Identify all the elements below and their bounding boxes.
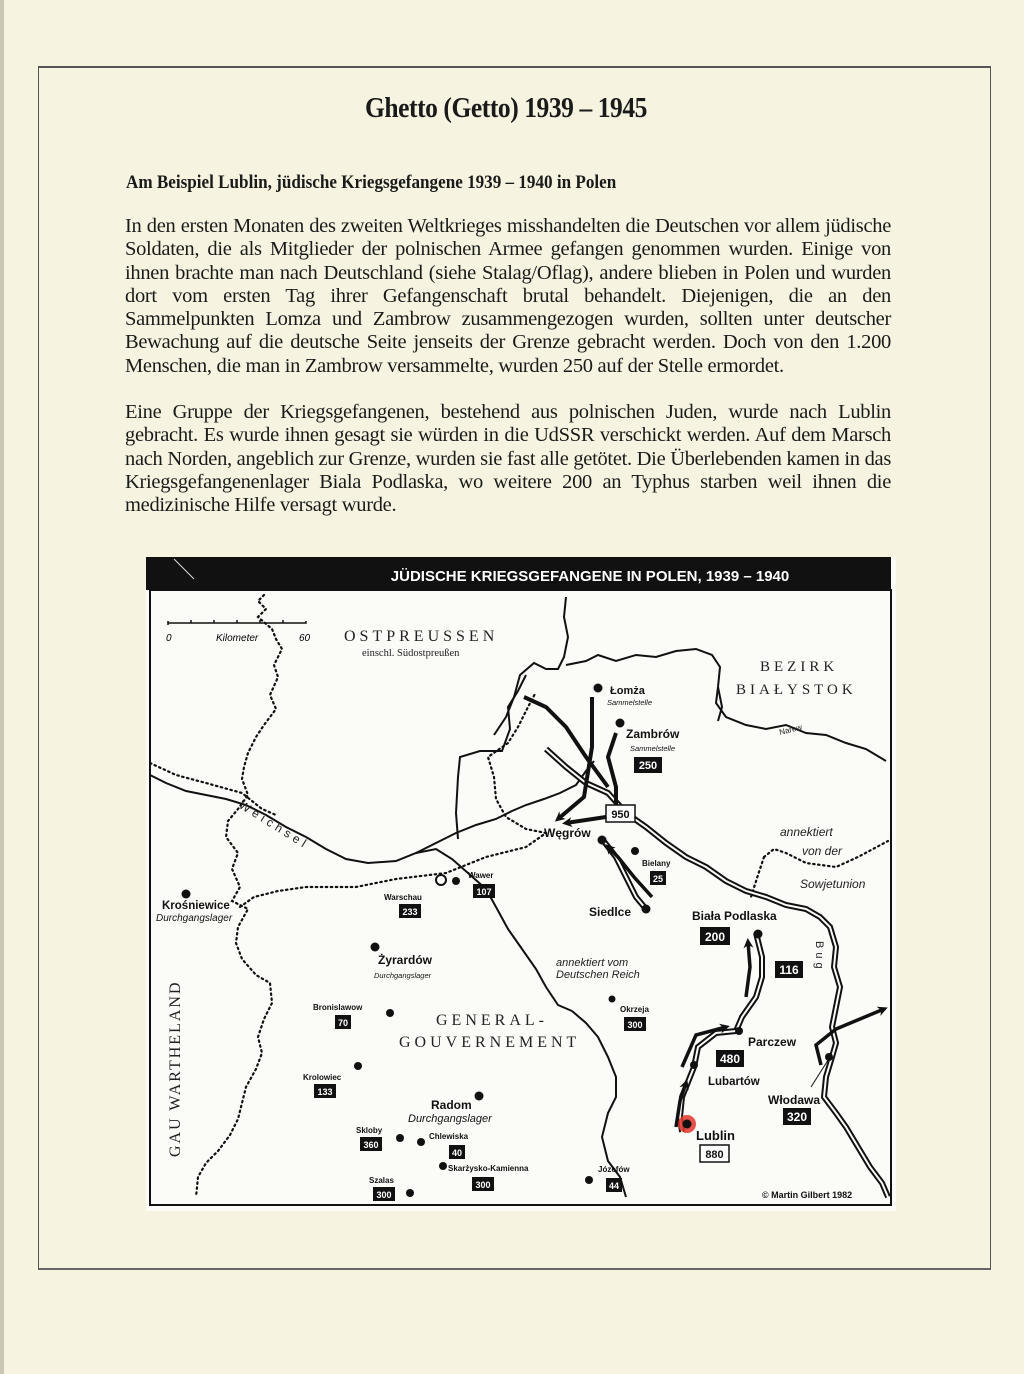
bug-river xyxy=(524,697,888,1197)
place-zambrow: Zambrów xyxy=(626,727,680,741)
place-siedlce: Siedlce xyxy=(589,905,632,919)
count-skloby: 360 xyxy=(363,1140,379,1150)
place-skarzysko: Skarżysko-Kamienna xyxy=(448,1164,529,1173)
place-lomza: Łomża xyxy=(610,685,645,697)
place-wegrow: Węgrów xyxy=(544,826,591,840)
place-radom-note: Durchgangslager xyxy=(408,1113,492,1125)
count-okrzeja: 300 xyxy=(627,1020,643,1030)
count-chlewiska: 40 xyxy=(451,1148,463,1158)
place-zyrardow-note: Durchgangslager xyxy=(374,971,432,980)
count-bielany: 25 xyxy=(652,874,664,884)
scale-start: 0 xyxy=(166,633,172,644)
place-bronislawow: Bronislawow xyxy=(313,1003,363,1012)
count-parczew: 480 xyxy=(719,1052,741,1066)
region-ostpreussen: OSTPREUSSEN xyxy=(344,628,499,645)
place-lomza-note: Sammelstelle xyxy=(607,698,653,707)
region-gouvernement: GOUVERNEMENT xyxy=(399,1034,581,1051)
count-szalas: 300 xyxy=(376,1190,392,1200)
place-bielany: Bielany xyxy=(642,859,671,868)
annex-su-line3: Sowjetunion xyxy=(800,877,866,891)
place-biala-podlaska: Biała Podlaska xyxy=(692,909,777,923)
place-lublin: Lublin xyxy=(696,1128,735,1143)
page-title: Ghetto (Getto) 1939 – 1945 xyxy=(365,92,647,124)
annex-de-line2: Deutschen Reich xyxy=(556,969,640,981)
paragraph-1: In den ersten Monaten des zweiten Weltkrieges misshandelten die Deutschen vor allem jüdische Soldaten, die als Mitglieder der polnischen Armee gefangen genommen wurden. Einige von ihnen brachte man nach Deutschland (siehe Stalag/Oflag), andere blieben in Polen und wurden dort vom ersten Tag ihrer Gefangenschaft brutal behandelt. Diejenigen, die an den Sammelpunkten Lomza und Zambrow zusammengezogen wurden, sollten unter deutscher Bewachung auf die deutsche Seite jenseits der Grenze gebracht werden. Doch von den 1.200 Menschen, die man in Zambrow versammelte, wurden 250 auf der Stelle ermordet. xyxy=(125,215,891,377)
count-wlodawa: 320 xyxy=(786,1110,808,1124)
count-wawer: 107 xyxy=(476,887,492,897)
count-jozefow: 44 xyxy=(608,1181,620,1191)
region-ostpreussen-note: einschl. Südostpreußen xyxy=(362,648,460,659)
region-bialystok: BIAŁYSTOK xyxy=(736,682,857,698)
place-zyrardow: Żyrardów xyxy=(378,953,433,967)
place-szalas: Szalas xyxy=(369,1176,394,1185)
count-wegrow: 950 xyxy=(611,809,630,821)
place-chlewiska: Chlewiska xyxy=(429,1132,469,1141)
place-parczew: Parczew xyxy=(748,1035,797,1049)
places xyxy=(156,684,833,1202)
count-biala-podlaska: 200 xyxy=(704,930,726,944)
map-copyright: © Martin Gilbert 1982 xyxy=(762,1190,853,1200)
count-lublin: 880 xyxy=(705,1149,724,1161)
map-title: JÜDISCHE KRIEGSGEFANGENE IN POLEN, 1939 – 1940 xyxy=(390,568,790,585)
scale-unit: Kilometer xyxy=(216,633,259,644)
scale-bar xyxy=(166,620,311,644)
river-narew: Narew xyxy=(778,722,803,737)
scale-end: 60 xyxy=(299,633,311,644)
section-heading: Am Beispiel Lublin, jüdische Kriegsgefangene 1939 – 1940 in Polen xyxy=(126,172,617,193)
region-wartheland: GAU WARTHELAND xyxy=(167,980,184,1157)
place-radom: Radom xyxy=(431,1098,472,1112)
place-krosniewice-note: Durchgangslager xyxy=(156,913,233,924)
annex-su-line2: von der xyxy=(802,844,843,858)
river-bug: Bug xyxy=(813,941,825,973)
paragraph-2: Eine Gruppe der Kriegsgefangenen, bestehend aus polnischen Juden, wurde nach Lublin gebracht. Es wurde ihnen gesagt sie würden in die UdSSR verschickt werden. Auf dem Marsch nach Norden, angeblich zur Grenze, wurden sie fast alle getötet. Die Überlebenden kamen in das Kriegsgefangenenlager Biala Podlaska, wo weitere 200 an Typhus starben weil ihnen die medizinische Hilfe versagt wurde. xyxy=(125,401,891,517)
region-bezirk: BEZIRK xyxy=(760,659,839,675)
place-wlodawa: Włodawa xyxy=(768,1093,821,1107)
place-wawer: Wawer xyxy=(468,871,494,880)
place-krosniewice: Krośniewice xyxy=(162,900,230,912)
count-skarzysko: 300 xyxy=(475,1180,491,1190)
place-warschau: Warschau xyxy=(384,893,422,902)
river-weichsel: Weichsel xyxy=(236,797,313,853)
place-jozefow: Józefów xyxy=(598,1165,630,1174)
place-skloby: Skloby xyxy=(356,1126,383,1135)
region-general: GENERAL- xyxy=(436,1012,548,1029)
page-edge xyxy=(0,0,4,1374)
place-zambrow-note: Sammelstelle xyxy=(630,744,676,753)
annex-de-line1: annektiert vom xyxy=(556,957,629,969)
map-figure xyxy=(146,557,896,1211)
count-zambrow: 250 xyxy=(638,760,658,772)
count-warschau: 233 xyxy=(402,907,418,917)
place-lubartow: Lubartów xyxy=(708,1076,760,1088)
count-krolowiec: 133 xyxy=(317,1087,333,1097)
count-bronislawow: 70 xyxy=(337,1018,349,1028)
count-116: 116 xyxy=(779,963,799,977)
annex-su-line1: annektiert xyxy=(780,825,833,839)
place-krolowiec: Krolowiec xyxy=(303,1073,342,1082)
place-okrzeja: Okrzeja xyxy=(620,1005,649,1014)
